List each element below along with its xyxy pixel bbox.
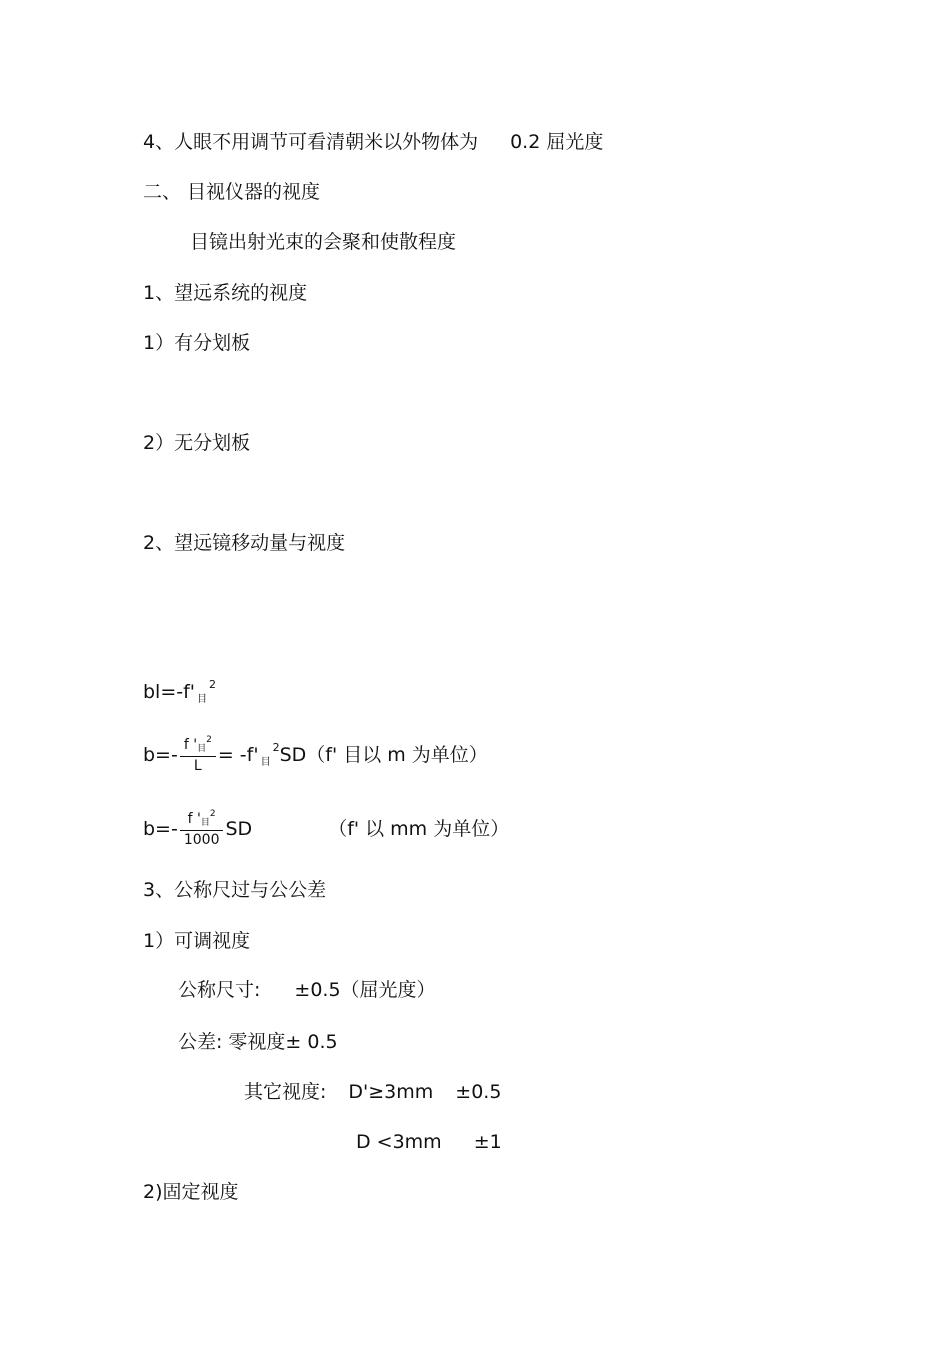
other-diopter-line-2: D <3mm ±1 — [356, 1131, 502, 1153]
item-2-heading: 2、望远镜移动量与视度 — [143, 532, 346, 554]
nominal-size-line: 公称尺寸: ±0.5（屈光度） — [178, 979, 436, 1001]
item-1-1: 1）有分划板 — [143, 332, 251, 354]
line-4-adjust — [143, 130, 603, 154]
definition-line: 目镜出射光束的会聚和使散程度 — [190, 231, 457, 253]
formula-b-meters: b=- $\frac{f '目^2}{L}$ = -f' $_目^2$SD（f' 目以 m 为单位） — [143, 735, 488, 774]
formula-bl: bl=-f' $_目^2$ — [143, 678, 217, 705]
line-4-text: 4、人眼不用调节可看清朝米以外物体为 — [143, 131, 479, 153]
other-diopter-line: 其它视度: D'≥3mm ±0.5 — [244, 1081, 502, 1103]
item-3-2: 2)固定视度 — [143, 1181, 239, 1203]
fraction: $\frac{f '目^2}{L}$ — [180, 736, 216, 775]
line-4-value: 0.2 屈光度 — [510, 131, 604, 153]
item-3-1: 1）可调视度 — [143, 930, 251, 952]
fraction: $\frac{f '目^2}{1000}$ — [180, 810, 224, 849]
item-3-heading: 3、公称尺过与公公差 — [143, 879, 327, 901]
item-1-heading: 1、望远系统的视度 — [143, 282, 308, 304]
formula-unit-note: （f' 以 mm 为单位） — [328, 818, 510, 840]
formula-b-mm: b=- $\frac{f '目^2}{1000}$ SD （f' 以 mm 为单位） — [143, 809, 510, 848]
tolerance-line: 公差: 零视度± 0.5 — [178, 1031, 338, 1053]
item-1-2: 2）无分划板 — [143, 432, 251, 454]
heading-2: 二、 目视仪器的视度 — [143, 181, 321, 203]
